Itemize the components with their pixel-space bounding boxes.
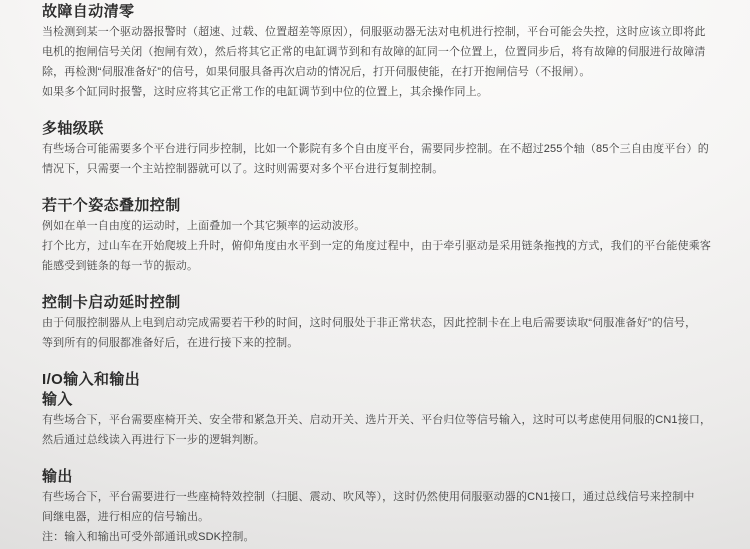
paragraph-line: 有些场合下，平台需要进行一些座椅特效控制（扫腿、震动、吹风等），这时仍然使用伺服驱动器的CN1接口，通过总线信号来控制中	[42, 491, 695, 503]
paragraph-line: 有些场合下，平台需要座椅开关、安全带和紧急开关、启动开关、选片开关、平台归位等信号输入，这时可以考虑使用伺服的CN1接口，	[42, 414, 712, 426]
paragraph-line: 然后通过总线读入再进行下一步的逻辑判断。	[42, 434, 265, 446]
section-io-input	[42, 370, 710, 450]
paragraph-line: 由于伺服控制器从上电到启动完成需要若干秒的时间，这时伺服处于非正常状态，因此控制卡在上电后需要读取“伺服准备好”的信号，	[42, 317, 697, 329]
paragraph-line: 当检测到某一个驱动器报警时（超速、过载、位置超差等原因），伺服驱动器无法对电机进行控制，平台可能会失控，这时应该立即将此	[42, 26, 706, 38]
section-pose-superposition	[42, 196, 710, 276]
section-heading-io: I/O输入和输出	[42, 371, 141, 388]
paragraph-line: 有些场合可能需要多个平台进行同步控制，比如一个影院有多个自由度平台，需要同步控制。在不超过255个轴（85个三自由度平台）的	[42, 143, 709, 155]
paragraph-line: 除，再检测“伺服准备好”的信号，如果伺服具备再次启动的情况后，打开伺服使能，在打开抱闸信号（不报闸）。	[42, 66, 591, 78]
section-control-card-startup-delay	[42, 293, 710, 353]
paragraph-line: 电机的抱闸信号关闭（抱闸有效），然后将其它正常的电缸调节到和有故障的缸同一个位置上，位置同步后，将有故障的伺服进行故障清	[42, 46, 706, 58]
section-multi-axis-cascade	[42, 119, 710, 179]
subsection-heading-input: 输入	[42, 391, 73, 408]
section-heading: 多轴级联	[42, 120, 104, 137]
section-heading: 控制卡启动延时控制	[42, 294, 181, 311]
section-io-output	[42, 467, 710, 547]
paragraph-line: 如果多个缸同时报警，这时应将其它正常工作的电缸调节到中位的位置上，其余操作同上。	[42, 86, 488, 98]
paragraph-line: 能感受到链条的每一节的振动。	[42, 260, 199, 272]
section-heading: 若干个姿态叠加控制	[42, 197, 181, 214]
paragraph-line: 例如在单一自由度的运动时，上面叠加一个其它频率的运动波形。	[42, 220, 366, 232]
paragraph-line: 情况下，只需要一个主站控制器就可以了。这时则需要对多个平台进行复制控制。	[42, 163, 444, 175]
paragraph-note-line: 注：输入和输出可受外部通讯或SDK控制。	[42, 531, 255, 543]
section-fault-auto-reset	[42, 2, 710, 102]
paragraph-line: 间继电器，进行相应的信号输出。	[42, 511, 210, 523]
subsection-heading-output: 输出	[42, 468, 73, 485]
paragraph-line: 等到所有的伺服都准备好后，在进行接下来的控制。	[42, 337, 299, 349]
paragraph-line: 打个比方，过山车在开始爬坡上升时，俯仰角度由水平到一定的角度过程中，由于牵引驱动是采用链条拖拽的方式，我们的平台能使乘客	[42, 240, 711, 252]
section-heading: 故障自动清零	[42, 3, 135, 20]
